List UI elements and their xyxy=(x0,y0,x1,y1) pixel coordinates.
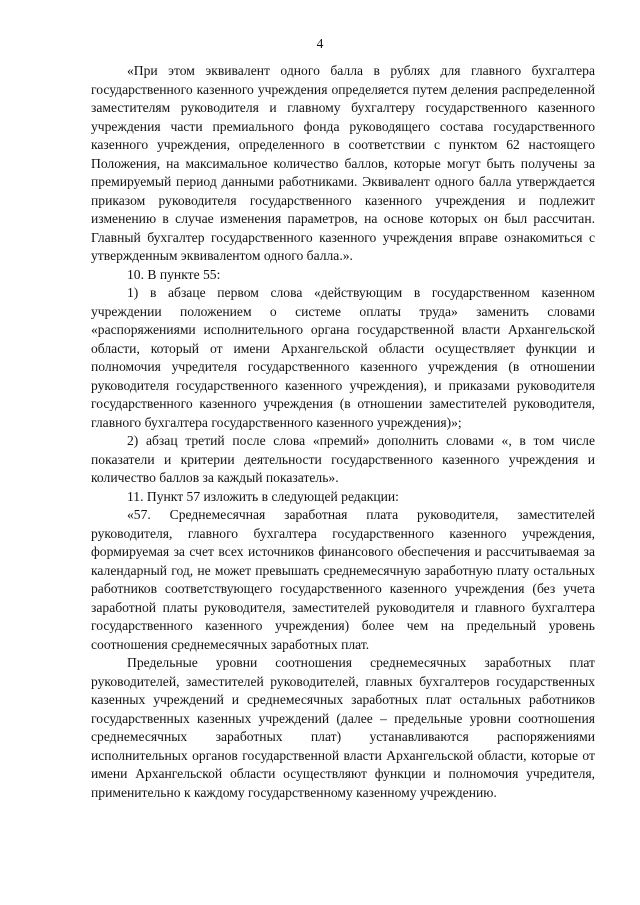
paragraph-item-11-heading: 11. Пункт 57 изложить в следующей редакции: xyxy=(127,488,399,504)
paragraph-point-57: «57. Среднемесячная заработная плата руководителя, заместителей руководителя, главного бухгалтера государственного казенного учреждения, формируемая за счет всех источников финансового обеспечения и рассчитываемая за календарный год, не может превышать среднемесячную заработную плату остальных работников соответствующего государственного казенного учреждения (без учета заработной платы руководителя, заместителей руководителя и главного бухгалтера государственного казенного учреждения) более чем на предельный уровень соотношения среднемесячных заработных плат. xyxy=(91,507,595,652)
paragraph-point-equivalent: «При этом эквивалент одного балла в рублях для главного бухгалтера государственного казенного учреждения определяется путем деления распределенной заместителям руководителя и главному бухгалтеру государственного казенного учреждения части премиального фонда руководящего состава государственного казенного учреждения, определенного в соответствии с пунктом 62 настоящего Положения, на максимальное количество баллов, которые могут быть получены за премируемый период данными работниками. Эквивалент одного балла утверждается приказом руководителя государственного казенного учреждения и подлежит изменению в случае изменения параметров, на основе которых он был рассчитан. Главный бухгалтер государственного казенного учреждения вправе ознакомиться с утвержденным эквивалентом одного балла.». xyxy=(91,63,595,263)
paragraph-salary-ratio-limits: Предельные уровни соотношения среднемесячных заработных плат руководителей, заместителей руководителей, главных бухгалтеров государственных казенных учреждений и среднемесячных заработных плат остальных работников государственных казенных учреждений (далее – предельные уровни соотношения среднемесячных заработных плат) устанавливаются распоряжениями исполнительных органов государственной власти Архангельской области, которые от имени Архангельской области осуществляют функции и полномочия учредителя, применительно к каждому государственному казенному учреждению. xyxy=(91,655,595,800)
paragraph-item-10-sub-2: 2) абзац третий после слова «премий» дополнить словами «, в том числе показатели и критерии деятельности государственного казенного учреждения и количество баллов за каждый показатель». xyxy=(91,433,595,485)
paragraph-item-10-sub-1: 1) в абзаце первом слова «действующим в государственном казенном учреждении положением о системе оплаты труда» заменить словами «распоряжениями исполнительного органа государственной власти Архангельской области, который от имени Архангельской области осуществляет функции и полномочия учредителя государственного казенного учреждения (в отношении руководителя государственного казенного учреждения), и приказами руководителя государственного казенного учреждения (в отношении заместителей руководителя, главного бухгалтера государственного казенного учреждения)»; xyxy=(91,285,595,430)
page-number: 4 xyxy=(316,36,324,51)
paragraph-item-10-heading: 10. В пункте 55: xyxy=(127,266,221,282)
document-body xyxy=(91,62,595,802)
